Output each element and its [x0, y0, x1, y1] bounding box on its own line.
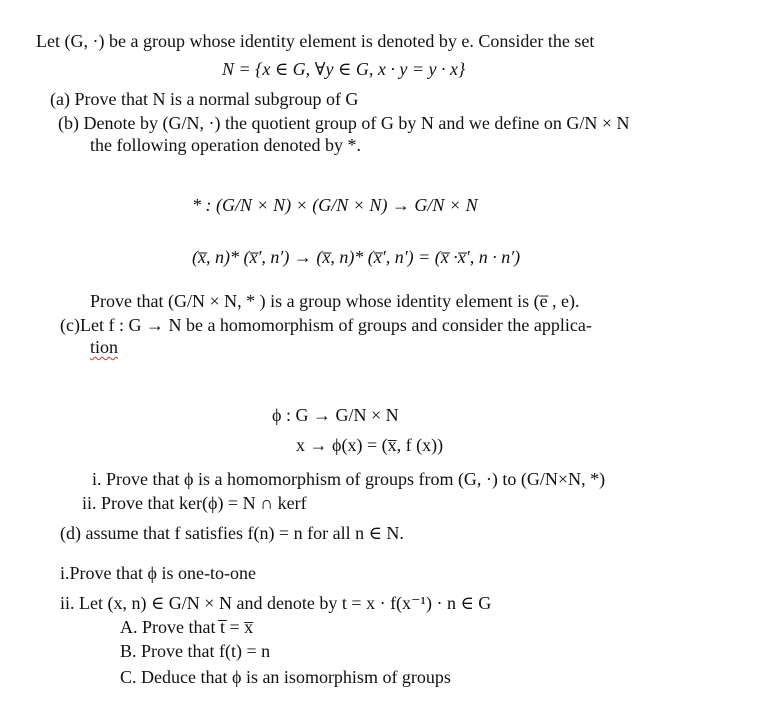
part-b-prove: Prove that (G/N × N, * ) is a group whose identity element is (e̅ , e).	[90, 291, 580, 311]
part-b-line2: the following operation denoted by *.	[90, 135, 361, 155]
part-c-ii: ii. Prove that ker(ϕ) = N ∩ kerf	[82, 493, 307, 513]
operation-signature: * : (G/N × N) × (G/N × N) → G/N × N	[192, 195, 478, 215]
phi-signature: ϕ : G → G/N × N	[272, 405, 399, 425]
set-definition: N = {x ∈ G, ∀y ∈ G, x · y = y · x}	[222, 59, 466, 79]
part-b-line1: (b) Denote by (G/N, ·) the quotient group of G by N and we define on G/N × N	[58, 113, 630, 133]
part-a: (a) Prove that N is a normal subgroup of G	[50, 89, 359, 109]
part-d-i: i.Prove that ϕ is one-to-one	[60, 563, 256, 583]
part-c-line2: tion	[90, 337, 119, 357]
part-c-line1: (c)Let f : G → N be a homomorphism of groups and consider the applica-	[60, 315, 592, 335]
part-d-ii-b: B. Prove that f(t) = n	[120, 641, 271, 661]
part-c-i: i. Prove that ϕ is a homomorphism of groups from (G, ·) to (G/N×N, *)	[92, 469, 606, 489]
part-d: (d) assume that f satisfies f(n) = n for all n ∈ N.	[60, 523, 404, 543]
part-d-ii-a: A. Prove that t̅ = x̅	[120, 617, 254, 637]
phi-definition: x → ϕ(x) = (x̅, f (x))	[296, 435, 444, 455]
part-d-ii: ii. Let (x, n) ∈ G/N × N and denote by t = x · f(x⁻¹) · n ∈ G	[60, 593, 492, 613]
operation-definition: (x̅, n)* (x̅′, n′) → (x̅, n)* (x̅′, n′) = (x̅ ·x̅′, n · n′)	[192, 247, 521, 267]
intro-text: Let (G, ·) be a group whose identity element is denoted by e. Consider the set	[36, 31, 595, 51]
part-d-ii-c: C. Deduce that ϕ is an isomorphism of groups	[120, 667, 451, 687]
